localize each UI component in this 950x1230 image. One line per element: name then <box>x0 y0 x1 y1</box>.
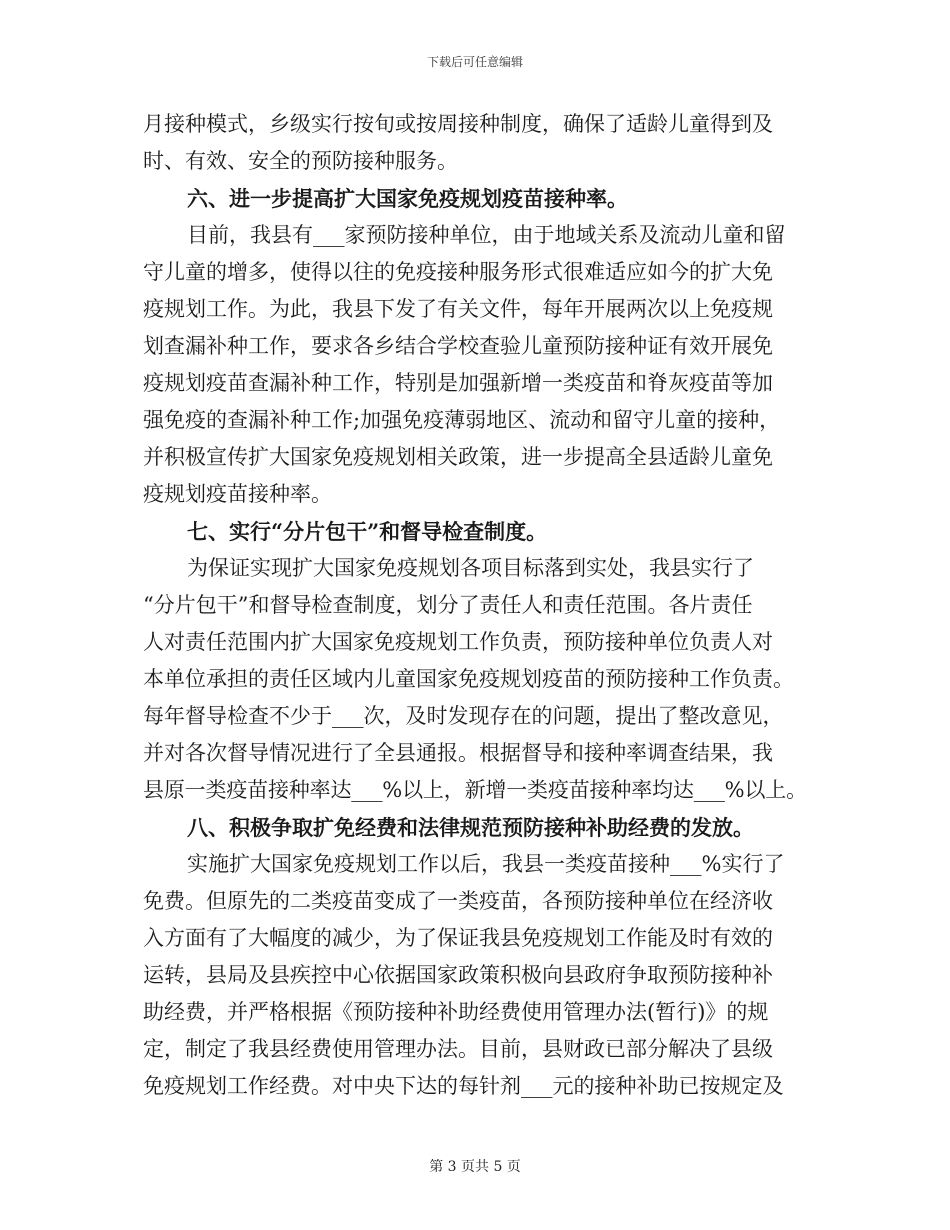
text-line: 目前，我县有___家预防接种单位，由于地域关系及流动儿童和留 <box>187 223 786 247</box>
text-line: 实施扩大国家免疫规划工作以后，我县一类疫苗接种___%实行了 <box>187 852 785 876</box>
text-line: 强免疫的查漏补种工作;加强免疫薄弱地区、流动和留守儿童的接种， <box>143 408 781 432</box>
text-line: 并对各次督导情况进行了全县通报。根据督导和接种率调查结果，我 <box>143 741 773 765</box>
text-line: 免疫规划工作经费。对中央下达的每针剂___元的接种补助已按规定及 <box>143 1074 784 1098</box>
text-line: “分片包干”和督导检查制度，划分了责任人和责任范围。各片责任 <box>143 593 753 617</box>
text-line: 运转，县局及县疾控中心依据国家政策积极向县政府争取预防接种补 <box>143 963 773 987</box>
page-footer: 第 3 页共 5 页 <box>429 1159 521 1175</box>
page-header: 下载后可任意编辑 <box>426 55 523 69</box>
text-line: 助经费，并严格根据《预防接种补助经费使用管理办法(暂行)》的规 <box>143 1000 769 1024</box>
text-line: 守儿童的增多，使得以往的免疫接种服务形式很难适应如今的扩大免 <box>143 260 773 284</box>
text-line: 免费。但原先的二类疫苗变成了一类疫苗，各预防接种单位在经济收 <box>143 889 773 913</box>
document-body <box>143 106 807 1105</box>
section-heading: 八、积极争取扩免经费和法律规范预防接种补助经费的发放。 <box>187 815 754 840</box>
text-line: 每年督导检查不少于___次，及时发现存在的问题，提出了整改意见， <box>143 704 784 728</box>
text-line: 疫规划疫苗查漏补种工作，特别是加强新增一类疫苗和脊灰疫苗等加 <box>143 371 773 395</box>
text-line: 入方面有了大幅度的减少，为了保证我县免疫规划工作能及时有效的 <box>143 926 773 950</box>
text-line: 疫规划工作。为此，我县下发了有关文件，每年开展两次以上免疫规 <box>143 297 773 321</box>
text-line: 县原一类疫苗接种率达___%以上，新增一类疫苗接种率均达___%以上。 <box>143 778 807 802</box>
text-line: 时、有效、安全的预防接种服务。 <box>143 149 458 173</box>
section-heading: 六、进一步提高扩大国家免疫规划疫苗接种率。 <box>187 186 628 211</box>
text-line: 本单位承担的责任区域内儿童国家免疫规划疫苗的预防接种工作负责。 <box>143 667 794 691</box>
text-line: 人对责任范围内扩大国家免疫规划工作负责，预防接种单位负责人对 <box>143 630 773 654</box>
text-line: 划查漏补种工作，要求各乡结合学校查验儿童预防接种证有效开展免 <box>143 334 773 358</box>
text-line: 为保证实现扩大国家免疫规划各项目标落到实处，我县实行了 <box>187 556 754 580</box>
text-line: 并积极宣传扩大国家免疫规划相关政策，进一步提高全县适龄儿童免 <box>143 445 773 469</box>
text-line: 定，制定了我县经费使用管理办法。目前，县财政已部分解决了县级 <box>143 1037 773 1061</box>
text-line: 月接种模式，乡级实行按旬或按周接种制度，确保了适龄儿童得到及 <box>143 112 773 136</box>
text-line: 疫规划疫苗接种率。 <box>143 482 332 506</box>
section-heading: 七、实行“分片包干”和督导检查制度。 <box>187 519 548 544</box>
